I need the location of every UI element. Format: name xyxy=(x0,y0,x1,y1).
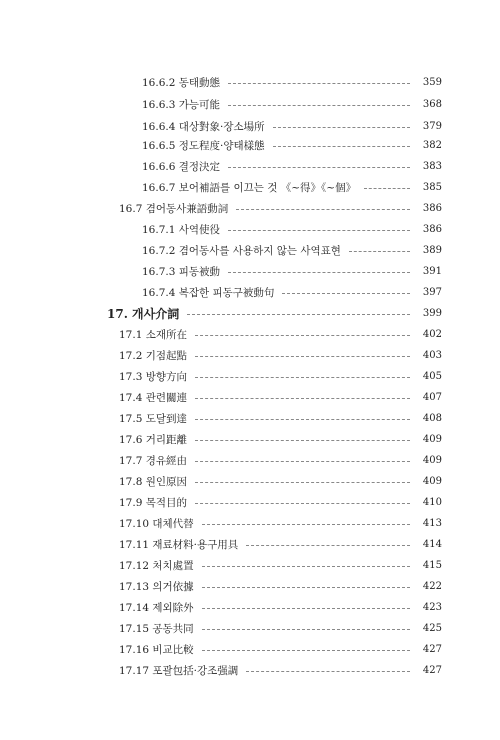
toc-entry xyxy=(142,116,442,136)
toc-entry-title: 17.2 기점起點 xyxy=(119,349,188,362)
toc-entry-page: 383 xyxy=(422,160,442,172)
toc-entry-title: 17.7 경유經由 xyxy=(119,454,188,467)
leader-dots xyxy=(246,545,410,546)
toc-entry-title: 17.9 목적目的 xyxy=(119,496,188,509)
leader-dots xyxy=(228,83,410,84)
leader-dots xyxy=(228,230,410,231)
toc-entry-page: 402 xyxy=(422,328,442,340)
leader-dots xyxy=(202,650,410,651)
toc-entry-page: 386 xyxy=(422,202,442,214)
leader-dots xyxy=(187,314,410,315)
toc-entry-title: 16.7.3 피동被動 xyxy=(142,265,221,278)
leader-dots xyxy=(195,356,410,357)
toc-entry-page: 389 xyxy=(422,244,442,256)
toc-entry-page: 386 xyxy=(422,223,442,235)
toc-entry-title: 17.1 소재所在 xyxy=(119,328,188,341)
toc-entry-page: 414 xyxy=(422,538,442,550)
toc-entry-page: 408 xyxy=(422,412,442,424)
toc-entry xyxy=(142,219,442,239)
leader-dots xyxy=(228,105,410,106)
toc-entry xyxy=(119,450,442,470)
leader-dots xyxy=(364,188,410,189)
toc-entry xyxy=(142,261,442,281)
toc-entry xyxy=(119,597,442,617)
toc-entry-title: 17.13 의거依據 xyxy=(119,580,194,593)
toc-entry-page: 413 xyxy=(422,517,442,529)
toc-entry xyxy=(119,492,442,512)
toc-entry-title: 16.7.1 사역使役 xyxy=(142,223,221,236)
leader-dots xyxy=(195,482,410,483)
toc-entry-title: 16.6.3 가능可能 xyxy=(142,98,221,111)
toc-entry xyxy=(142,72,442,92)
toc-entry-page: 409 xyxy=(422,454,442,466)
leader-dots xyxy=(228,167,410,168)
toc-entry xyxy=(119,471,442,491)
toc-entry-page: 399 xyxy=(422,307,442,319)
leader-dots xyxy=(202,629,410,630)
toc-entry-title: 17.12 처치處置 xyxy=(119,559,194,572)
toc-entry-page: 410 xyxy=(422,496,442,508)
leader-dots xyxy=(195,419,410,420)
leader-dots xyxy=(282,293,410,294)
toc-entry-title: 17.15 공동共同 xyxy=(119,622,194,635)
toc-entry-title: 16.7 겸어동사兼語動詞 xyxy=(119,202,229,215)
toc-entry-page: 379 xyxy=(422,120,442,132)
toc-entry xyxy=(119,555,442,575)
toc-entry-page: 405 xyxy=(422,370,442,382)
toc-entry xyxy=(119,366,442,386)
leader-dots xyxy=(236,209,410,210)
toc-entry-page: 423 xyxy=(422,601,442,613)
toc-entry-title: 17.14 제외除外 xyxy=(119,601,194,614)
toc-entry xyxy=(119,429,442,449)
leader-dots xyxy=(195,440,410,441)
toc-entry-title: 16.6.5 정도程度·양태樣態 xyxy=(142,139,265,152)
toc-entry xyxy=(142,240,442,260)
toc-entry xyxy=(119,639,442,659)
toc-entry xyxy=(119,198,442,218)
leader-dots xyxy=(273,127,410,128)
toc-entry-title: 17.6 거리距離 xyxy=(119,433,188,446)
toc-entry-title: 16.6.6 결정決定 xyxy=(142,160,221,173)
toc-entry-page: 427 xyxy=(422,643,442,655)
toc-entry-title: 17.10 대체代替 xyxy=(119,517,194,530)
toc-entry xyxy=(119,324,442,344)
toc-entry-title: 17.11 재료材料·용구用具 xyxy=(119,538,239,551)
toc-entry xyxy=(119,513,442,533)
toc-entry-page: 391 xyxy=(422,265,442,277)
toc-entry xyxy=(142,282,442,302)
toc-entry xyxy=(142,177,442,197)
toc-entry-title: 17.5 도달到達 xyxy=(119,412,188,425)
toc-entry-page: 397 xyxy=(422,286,442,298)
toc-entry xyxy=(119,618,442,638)
toc-entry xyxy=(119,576,442,596)
toc-entry-page: 359 xyxy=(422,76,442,88)
toc-entry-title: 17.3 방향方向 xyxy=(119,370,188,383)
toc-entry xyxy=(119,345,442,365)
leader-dots xyxy=(273,146,410,147)
leader-dots xyxy=(202,587,410,588)
toc-entry-title: 17.17 포괄包括·강조强調 xyxy=(119,664,239,677)
toc-entry-page: 409 xyxy=(422,475,442,487)
leader-dots xyxy=(195,377,410,378)
toc-entry-title: 17.16 비교比較 xyxy=(119,643,194,656)
toc-entry-page: 407 xyxy=(422,391,442,403)
toc-entry-page: 422 xyxy=(422,580,442,592)
toc-chapter xyxy=(107,303,442,323)
leader-dots xyxy=(195,398,410,399)
toc-entry xyxy=(142,94,442,114)
leader-dots xyxy=(202,524,410,525)
toc-entry-title: 17. 개사介詞 xyxy=(107,306,180,321)
toc-entry-title: 16.6.7 보어補語를 이끄는 것 《~得》《~個》 xyxy=(142,181,357,194)
toc-entry-page: 415 xyxy=(422,559,442,571)
toc-entry-title: 16.6.2 동태動態 xyxy=(142,76,221,89)
leader-dots xyxy=(195,335,410,336)
toc-entry xyxy=(119,660,442,680)
leader-dots xyxy=(195,503,410,504)
leader-dots xyxy=(195,461,410,462)
toc-entry-page: 425 xyxy=(422,622,442,634)
toc-entry-page: 403 xyxy=(422,349,442,361)
toc-entry xyxy=(142,156,442,176)
toc-entry-page: 409 xyxy=(422,433,442,445)
leader-dots xyxy=(228,272,410,273)
leader-dots xyxy=(202,608,410,609)
leader-dots xyxy=(349,251,410,252)
toc-entry xyxy=(119,387,442,407)
toc-entry-title: 17.8 원인原因 xyxy=(119,475,188,488)
leader-dots xyxy=(202,566,410,567)
toc-entry-page: 385 xyxy=(422,181,442,193)
toc-entry-page: 382 xyxy=(422,139,442,151)
toc-entry-page: 368 xyxy=(422,98,442,110)
toc-entry-page: 427 xyxy=(422,664,442,676)
toc-entry xyxy=(119,408,442,428)
toc-entry-title: 16.7.4 복잡한 피동구被動句 xyxy=(142,286,275,299)
toc-entry-title: 16.7.2 겸어동사를 사용하지 않는 사역표현 xyxy=(142,244,341,257)
toc-entry-title: 16.6.4 대상對象·장소場所 xyxy=(142,120,265,133)
toc-entry-title: 17.4 관련關連 xyxy=(119,391,188,404)
toc-entry xyxy=(119,534,442,554)
toc-entry xyxy=(142,135,442,155)
leader-dots xyxy=(246,671,410,672)
